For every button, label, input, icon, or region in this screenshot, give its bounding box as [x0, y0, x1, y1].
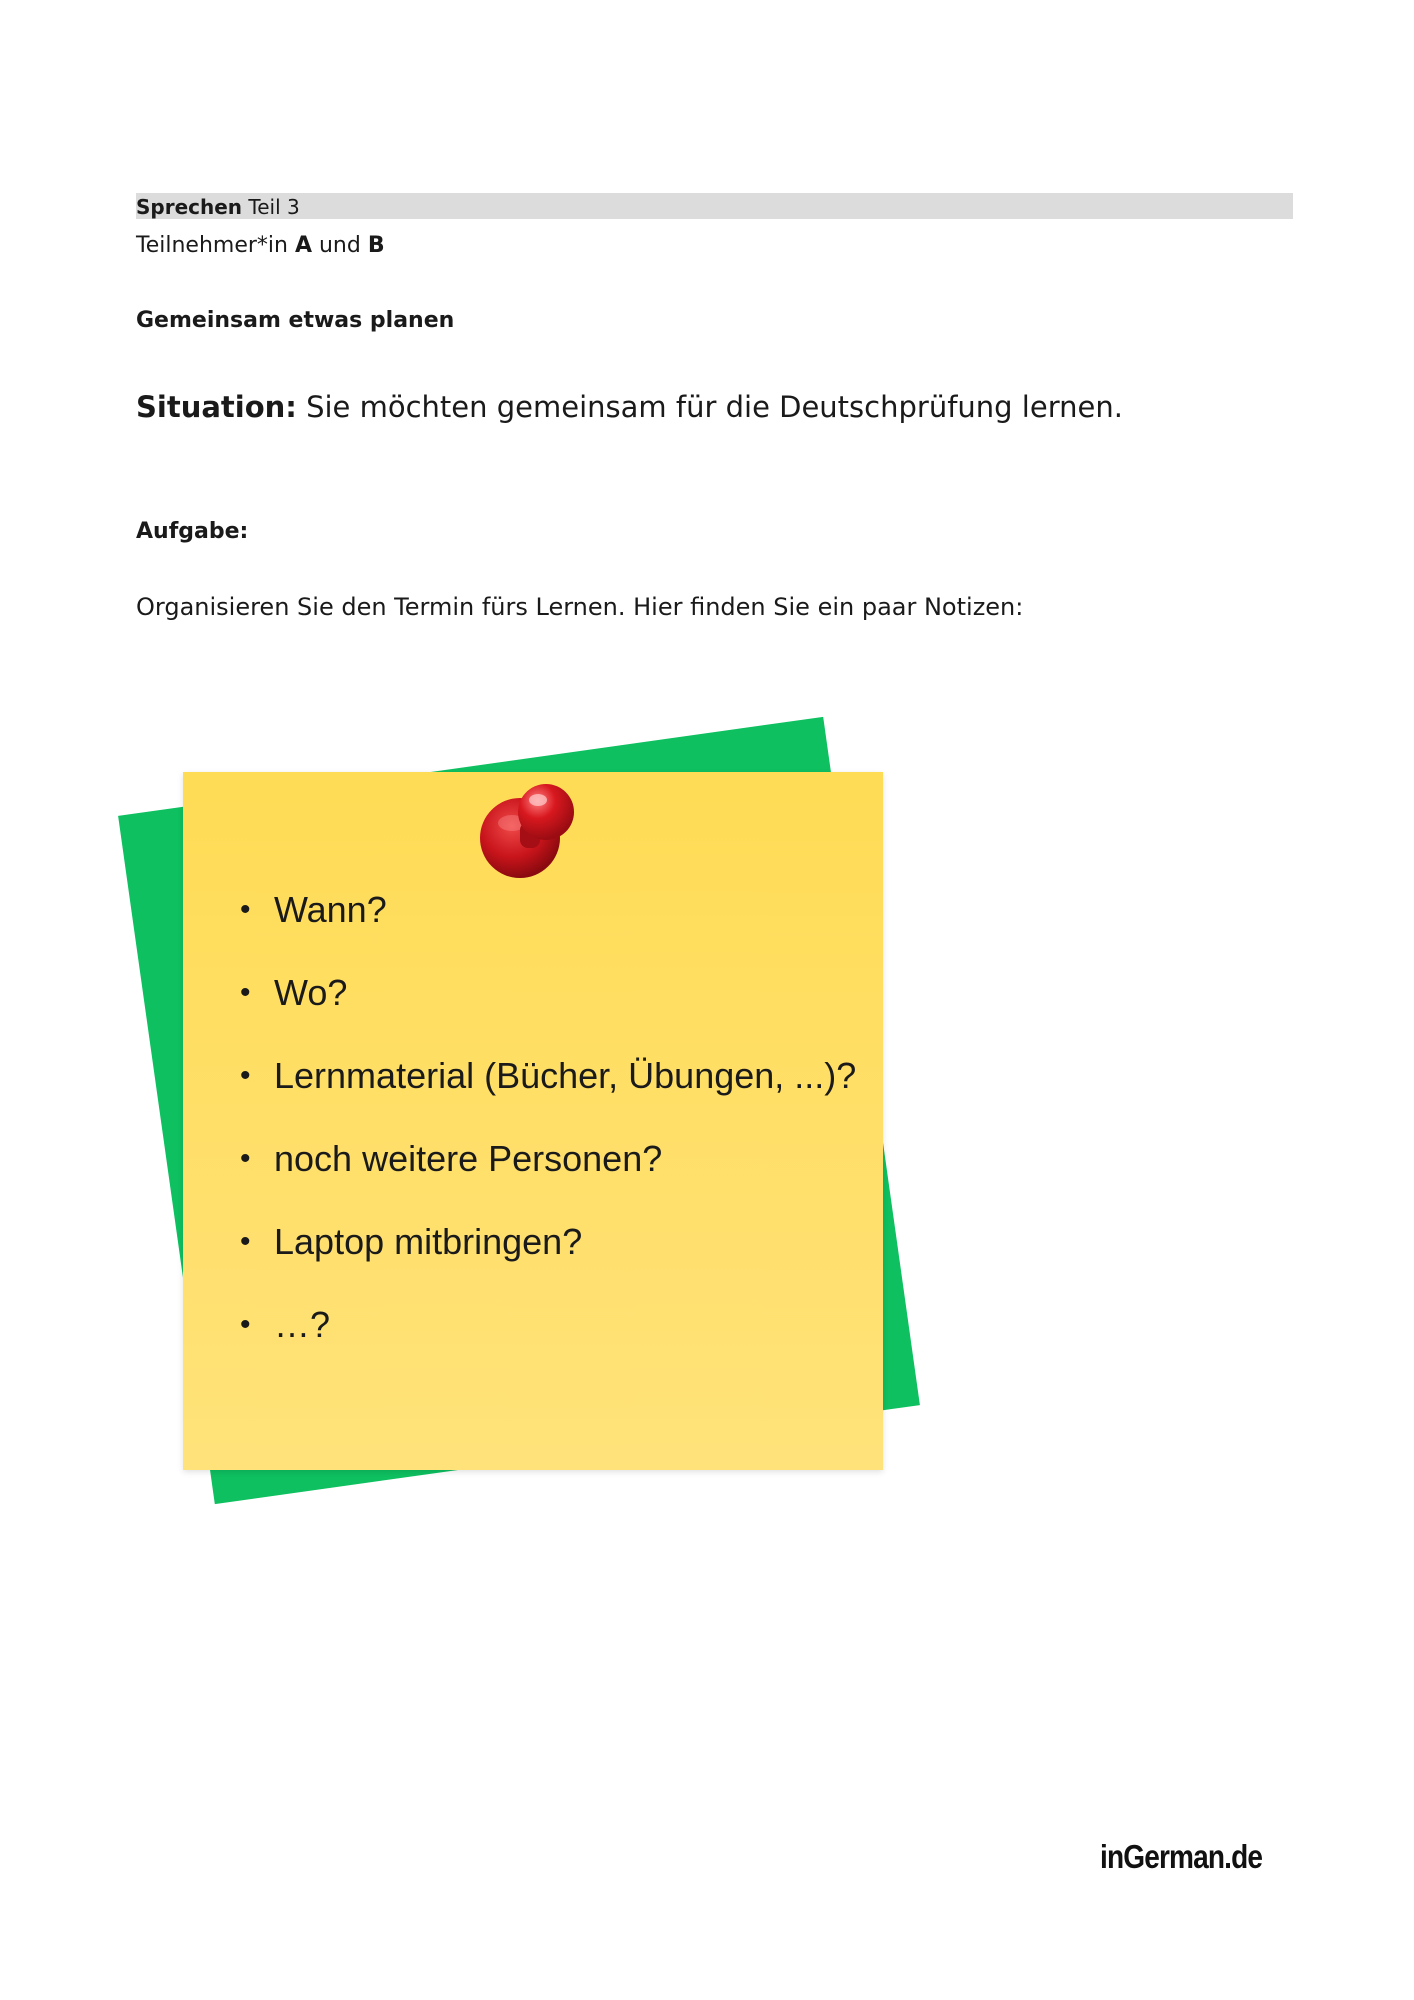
participants-line	[136, 232, 385, 260]
section-title: Sprechen	[136, 195, 243, 219]
list-item	[236, 888, 856, 971]
list-item-text: …?	[274, 1304, 331, 1345]
bullet: •	[240, 1308, 251, 1341]
section-header	[136, 195, 300, 219]
task-heading: Aufgabe:	[136, 519, 249, 544]
list-item	[236, 1303, 856, 1386]
list-item	[236, 1220, 856, 1303]
participants-and: und	[311, 233, 368, 258]
note-list	[236, 888, 856, 1386]
situation-label: Situation:	[136, 390, 297, 424]
participants-prefix: Teilnehmer*in	[136, 233, 295, 258]
section-header-band	[136, 193, 1293, 219]
bullet: •	[240, 1059, 251, 1092]
section-part: Teil 3	[242, 195, 300, 219]
pushpin-icon	[472, 778, 592, 898]
brand-logo: inGerman.de	[1100, 1838, 1263, 1875]
list-item	[236, 1137, 856, 1220]
list-item-text: Wo?	[274, 972, 348, 1013]
bullet: •	[240, 1225, 251, 1258]
participant-b: B	[367, 233, 385, 258]
situation-text: Sie möchten gemeinsam für die Deutschprüfung lernen.	[296, 390, 1123, 424]
list-item-text: Laptop mitbringen?	[274, 1221, 583, 1262]
task-instruction: Organisieren Sie den Termin fürs Lernen. Hier finden Sie ein paar Notizen:	[136, 593, 1024, 621]
situation-line	[136, 388, 1123, 426]
bullet: •	[240, 1142, 251, 1175]
list-item-text: Lernmaterial (Bücher, Übungen, ...)?	[274, 1055, 857, 1096]
list-item	[236, 1054, 856, 1137]
bullet: •	[240, 893, 251, 926]
list-item	[236, 971, 856, 1054]
task-subtitle: Gemeinsam etwas planen	[136, 308, 455, 333]
list-item-text: Wann?	[274, 889, 387, 930]
bullet: •	[240, 976, 251, 1009]
list-item-text: noch weitere Personen?	[274, 1138, 663, 1179]
participant-a: A	[294, 233, 312, 258]
